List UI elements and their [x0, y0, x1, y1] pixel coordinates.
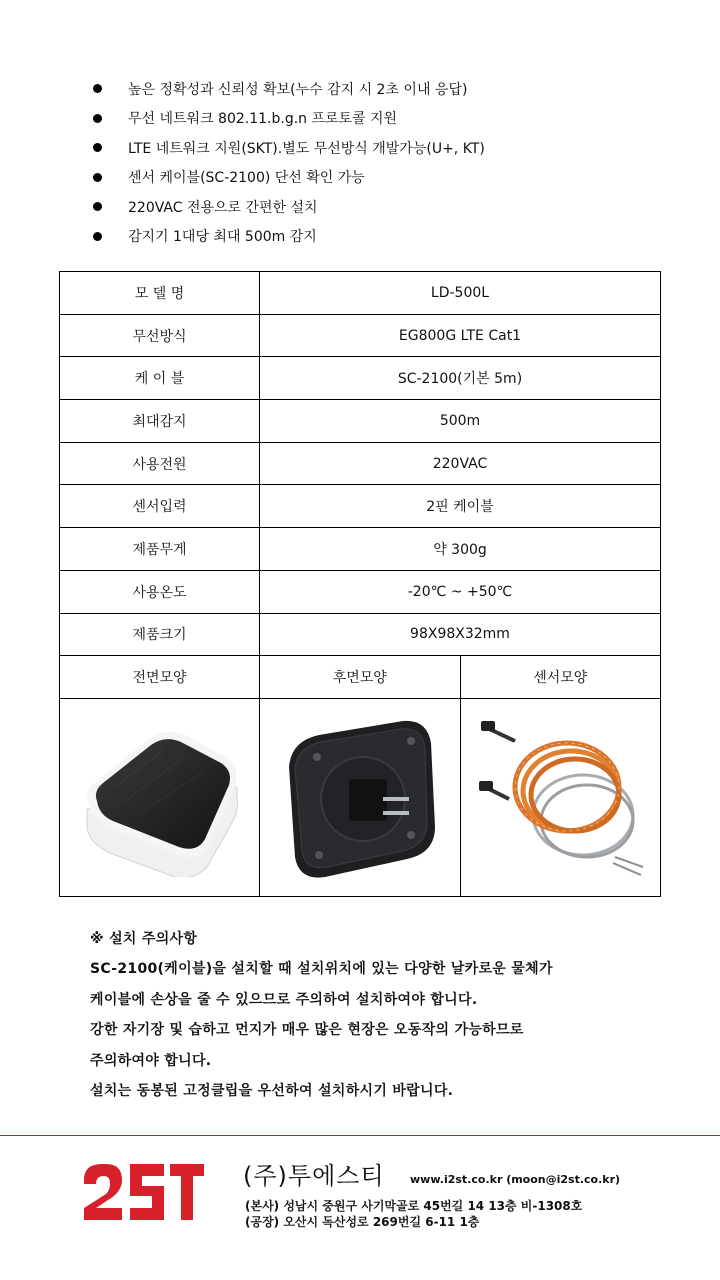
caution-line: SC-2100(케이블)을 설치할 때 설치위치에 있는 다양한 날카로운 물체가 [90, 961, 553, 977]
feature-item [90, 104, 650, 134]
spec-value: EG800G LTE Cat1 [260, 314, 661, 357]
back-view-cell [260, 698, 461, 896]
bullet-icon [93, 143, 102, 152]
company-name: (주)투에스티 [243, 1162, 385, 1190]
company-address [245, 1198, 582, 1230]
feature-text: 감지기 1대당 최대 500m 감지 [128, 229, 317, 246]
sensor-view-header: 센서모양 [460, 656, 661, 699]
footer-divider [0, 1135, 720, 1136]
footer [0, 1140, 720, 1280]
feature-item [90, 133, 650, 163]
spec-row [60, 357, 661, 400]
feature-item [90, 192, 650, 222]
spec-value: 500m [260, 400, 661, 443]
installation-caution [90, 927, 650, 1107]
hq-address: (본사) 성남시 중원구 사기막골로 45번길 14 13층 비-1308호 [245, 1199, 583, 1213]
spec-value: 98X98X32mm [260, 613, 661, 656]
bullet-icon [93, 114, 102, 123]
image-row [60, 698, 661, 896]
spec-row [60, 314, 661, 357]
sensor-cable-image [475, 717, 645, 877]
feature-text: 높은 정확성과 신뢰성 확보(누수 감지 시 2초 이내 응답) [128, 81, 468, 98]
spec-value: LD-500L [260, 272, 661, 315]
device-front-image [75, 717, 245, 877]
device-back-image [275, 707, 445, 887]
feature-item [90, 163, 650, 193]
feature-item [90, 222, 650, 252]
spec-row [60, 485, 661, 528]
factory-address: (공장) 오산시 독산성로 269번길 6-11 1층 [245, 1215, 480, 1229]
spec-label: 무선방식 [60, 314, 260, 357]
feature-text: 센서 케이블(SC-2100) 단선 확인 가능 [128, 170, 365, 187]
spec-table [59, 271, 661, 897]
bullet-icon [93, 202, 102, 211]
feature-list [90, 74, 650, 251]
back-view-header: 후면모양 [260, 656, 461, 699]
spec-label: 사용전원 [60, 442, 260, 485]
caution-title: ※ 설치 주의사항 [90, 931, 198, 947]
spec-row [60, 400, 661, 443]
spec-label: 제품무게 [60, 528, 260, 571]
front-view-cell [60, 698, 260, 896]
front-view-header: 전면모양 [60, 656, 260, 699]
spec-value: -20℃ ~ +50℃ [260, 570, 661, 613]
spec-row [60, 528, 661, 571]
spec-label: 사용온도 [60, 570, 260, 613]
sensor-view-cell [460, 698, 661, 896]
spec-label: 센서입력 [60, 485, 260, 528]
spec-row [60, 272, 661, 315]
spec-value: 220VAC [260, 442, 661, 485]
bullet-icon [93, 232, 102, 241]
spec-row [60, 613, 661, 656]
bullet-icon [93, 173, 102, 182]
feature-text: 무선 네트워크 802.11.b.g.n 프로토콜 지원 [128, 111, 398, 128]
feature-text: LTE 네트워크 지원(SKT).별도 무선방식 개발가능(U+, KT) [128, 140, 485, 157]
caution-line: 설치는 동봉된 고정클립을 우선하여 설치하시기 바랍니다. [90, 1083, 454, 1099]
caution-line: 케이블에 손상을 줄 수 있으므로 주의하여 설치하여야 합니다. [90, 991, 478, 1008]
spec-label: 모 델 명 [60, 272, 260, 315]
caution-line: 강한 자기장 및 습하고 먼지가 매우 많은 현장은 오동작의 가능하므로 [90, 1022, 524, 1038]
spec-value: 2핀 케이블 [260, 485, 661, 528]
spec-row [60, 442, 661, 485]
feature-text: 220VAC 전용으로 간편한 설치 [128, 199, 318, 216]
feature-item [90, 74, 650, 104]
image-header-row [60, 656, 661, 699]
company-website: www.i2st.co.kr (moon@i2st.co.kr) [410, 1173, 621, 1186]
caution-line: 주의하여야 합니다. [90, 1052, 212, 1069]
spec-row [60, 570, 661, 613]
spec-label: 케 이 블 [60, 357, 260, 400]
spec-label: 제품크기 [60, 613, 260, 656]
spec-value: SC-2100(기본 5m) [260, 357, 661, 400]
spec-label: 최대감지 [60, 400, 260, 443]
company-logo [82, 1162, 206, 1224]
bullet-icon [93, 84, 102, 93]
spec-value: 약 300g [260, 528, 661, 571]
